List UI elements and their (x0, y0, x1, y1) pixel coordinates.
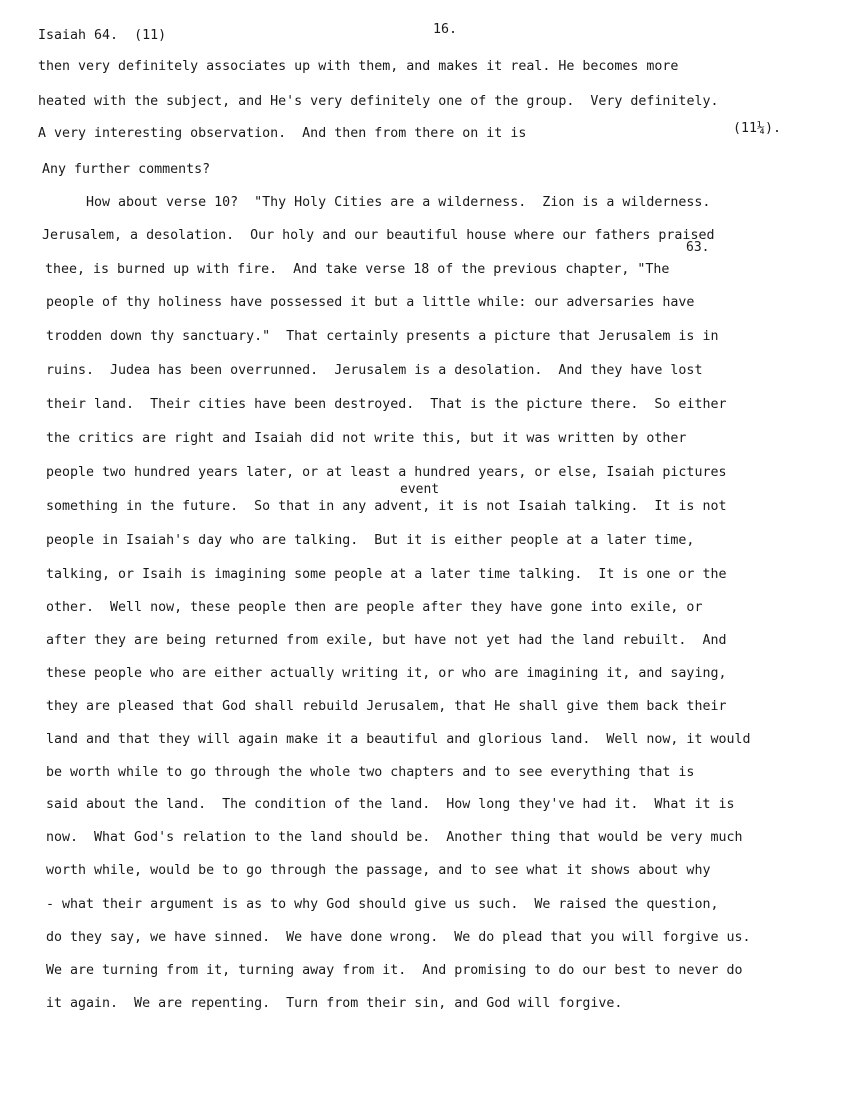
body-line: the critics are right and Isaiah did not write this, but it was written by other (46, 431, 687, 446)
body-line: heated with the subject, and He's very definitely one of the group. Very definitely. (38, 94, 719, 109)
body-line: ruins. Judea has been overrunned. Jerusalem is a desolation. And they have lost (46, 363, 703, 378)
body-line: after they are being returned from exile, but have not yet had the land rebuilt. And (46, 633, 727, 648)
body-line: be worth while to go through the whole two chapters and to see everything that is (46, 765, 695, 780)
body-line: How about verse 10? "Thy Holy Cities are a wilderness. Zion is a wilderness. (86, 195, 711, 210)
body-line: now. What God's relation to the land should be. Another thing that would be very much (46, 830, 743, 845)
margin-note: (11¼). (733, 121, 782, 136)
page-header-reference: Isaiah 64. (11) (38, 28, 167, 43)
body-line: then very definitely associates up with them, and makes it real. He becomes more (38, 59, 679, 74)
body-line: Any further comments? (42, 162, 211, 177)
body-line: people two hundred years later, or at least a hundred years, or else, Isaiah pictures (46, 465, 727, 480)
body-line: they are pleased that God shall rebuild Jerusalem, that He shall give them back their (46, 699, 727, 714)
body-line: We are turning from it, turning away from it. And promising to do our best to never do (46, 963, 743, 978)
body-line: something in the future. So that in any advent, it is not Isaiah talking. It is not (46, 499, 727, 514)
body-line: other. Well now, these people then are people after they have gone into exile, or (46, 600, 703, 615)
body-line: - what their argument is as to why God should give us such. We raised the question, (46, 897, 719, 912)
page-number: 16. (433, 22, 458, 37)
body-line: A very interesting observation. And then from there on it is (38, 126, 527, 141)
body-line: people of thy holiness have possessed it but a little while: our adversaries have (46, 295, 695, 310)
body-line: do they say, we have sinned. We have done wrong. We do plead that you will forgive us. (46, 930, 751, 945)
body-line: these people who are either actually writing it, or who are imagining it, and saying, (46, 666, 727, 681)
body-line: it again. We are repenting. Turn from their sin, and God will forgive. (46, 996, 623, 1011)
body-line: talking, or Isaih is imagining some people at a later time talking. It is one or the (46, 567, 727, 582)
body-line: land and that they will again make it a beautiful and glorious land. Well now, it would (46, 732, 751, 747)
body-line: said about the land. The condition of the land. How long they've had it. What it is (46, 797, 735, 812)
body-line: people in Isaiah's day who are talking. But it is either people at a later time, (46, 533, 695, 548)
body-line: their land. Their cities have been destroyed. That is the picture there. So either (46, 397, 727, 412)
typed-insertion-event: event (400, 482, 440, 497)
body-line: worth while, would be to go through the passage, and to see what it shows about why (46, 863, 711, 878)
body-line: trodden down thy sanctuary." That certainly presents a picture that Jerusalem is in (46, 329, 719, 344)
body-line: thee, is burned up with fire. And take verse 18 of the previous chapter, "The (45, 262, 670, 277)
body-line: Jerusalem, a desolation. Our holy and our beautiful house where our fathers praised (42, 228, 715, 243)
handwritten-insertion-63: 63. (686, 240, 710, 255)
